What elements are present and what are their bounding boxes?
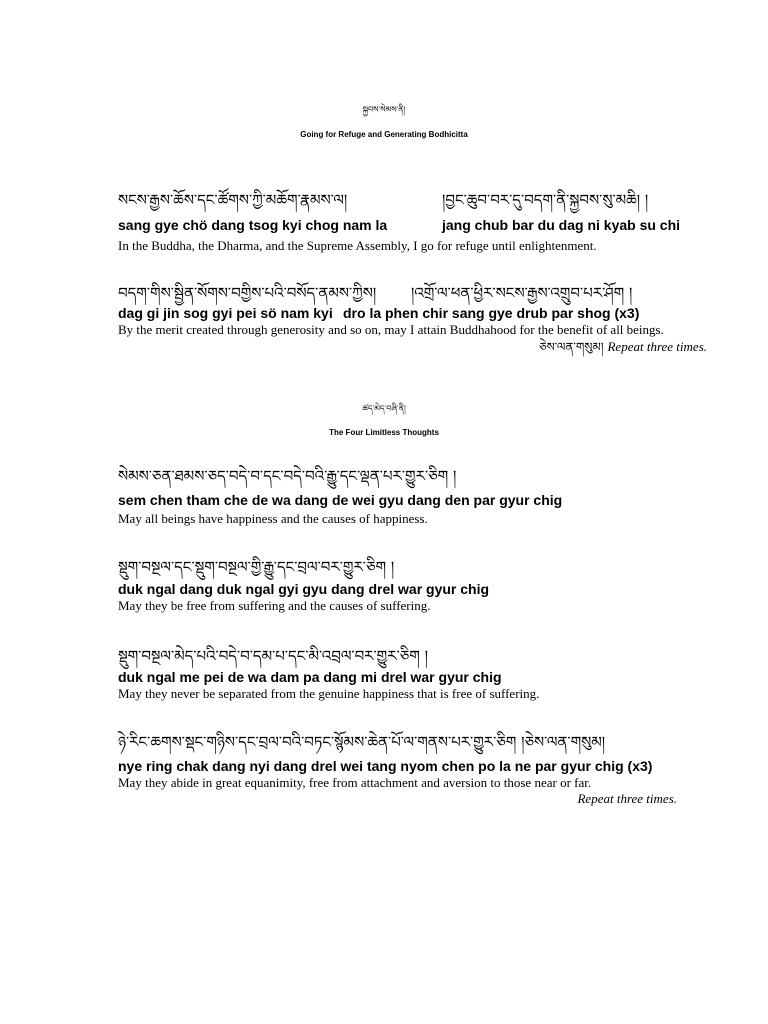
refuge-title-tibetan: སྐྱབས་སེམས་ནི། <box>362 105 406 114</box>
limitless-verse4-translation: May they abide in great equanimity, free from attachment and aversion to those near or far. <box>118 775 592 790</box>
refuge-verse2-tibetan-b: །འགྲོ་ལ་ཕན་ཕྱིར་སངས་རྒྱས་འགྲུབ་པར་ཤོག ། <box>411 284 633 302</box>
refuge-verse2-phonetic-a: dag gi jin sog gyi pei sö nam kyi <box>118 305 333 321</box>
refuge-verse1-tibetan-a: སངས་རྒྱས་ཆོས་དང་ཚོགས་ཀྱི་མཆོག་རྣམས་ལ། <box>118 191 348 209</box>
limitless-verse3-tibetan: སྡུག་བསྔལ་མེད་པའི་བདེ་བ་དམ་པ་དང་མི་འབྲལ་བར་གྱུར་ཅིག ། <box>118 647 428 665</box>
limitless-title: The Four Limitless Thoughts <box>329 428 439 437</box>
refuge-verse1-phonetic-b: jang chub bar du dag ni kyab su chi <box>442 217 681 233</box>
limitless-repeat-text: Repeat three times. <box>577 791 677 806</box>
refuge-repeat-tibetan: ཅེས་ལན་གསུམ། <box>538 340 604 354</box>
refuge-repeat-text: Repeat three times. <box>607 339 707 354</box>
limitless-verse4-phonetic: nye ring chak dang nyi dang drel wei tang nyom chen po la ne par gyur chig (x3) <box>118 758 653 774</box>
limitless-verse3-translation: May they never be separated from the genuine happiness that is free of suffering. <box>118 686 540 701</box>
limitless-title-tibetan: ཚད་མེད་བཞི་ནི། <box>362 404 406 413</box>
refuge-verse1-translation: In the Buddha, the Dharma, and the Supreme Assembly, I go for refuge until enlightenment. <box>118 238 597 253</box>
limitless-verse1-phonetic: sem chen tham che de wa dang de wei gyu dang den par gyur chig <box>118 492 563 508</box>
refuge-verse1-tibetan-b: །བྱང་ཆུབ་བར་དུ་བདག་ནི་སྐྱབས་སུ་མཆི། ། <box>442 191 649 209</box>
refuge-title: Going for Refuge and Generating Bodhicitta <box>300 130 468 139</box>
refuge-verse1-phonetic-a: sang gye chö dang tsog kyi chog nam la <box>118 217 388 233</box>
refuge-verse2-translation: By the merit created through generosity and so on, may I attain Buddhahood for the benefit of all beings. <box>118 322 664 337</box>
refuge-repeat-line <box>539 338 707 356</box>
limitless-verse4-tibetan: ཉེ་རིང་ཆགས་སྡང་གཉིས་དང་བྲལ་བའི་བཏང་སྙོམས་ཆེན་པོ་ལ་གནས་པར་གྱུར་ཅིག །ཅེས་ལན་གསུམ། <box>118 733 606 751</box>
refuge-verse2-tibetan-a: བདག་གིས་སྦྱིན་སོགས་བགྱིས་པའི་བསོད་ནམས་ཀྱིས། <box>118 284 377 302</box>
limitless-verse2-phonetic: duk ngal dang duk ngal gyi gyu dang drel war gyur chig <box>118 581 490 597</box>
limitless-verse2-translation: May they be free from suffering and the causes of suffering. <box>118 598 431 613</box>
limitless-verse3-phonetic: duk ngal me pei de wa dam pa dang mi drel war gyur chig <box>118 669 502 685</box>
refuge-verse2-phonetic-b: dro la phen chir sang gye drub par shog (x3) <box>343 305 640 321</box>
limitless-verse1-translation: May all beings have happiness and the causes of happiness. <box>118 511 428 526</box>
limitless-verse1-tibetan: སེམས་ཅན་ཐམས་ཅད་བདེ་བ་དང་བདེ་བའི་རྒྱུ་དང་ལྡན་པར་གྱུར་ཅིག ། <box>118 467 457 485</box>
limitless-verse2-tibetan: སྡུག་བསྔལ་དང་སྡུག་བསྔལ་གྱི་རྒྱུ་དང་བྲལ་བར་གྱུར་ཅིག ། <box>118 558 395 576</box>
